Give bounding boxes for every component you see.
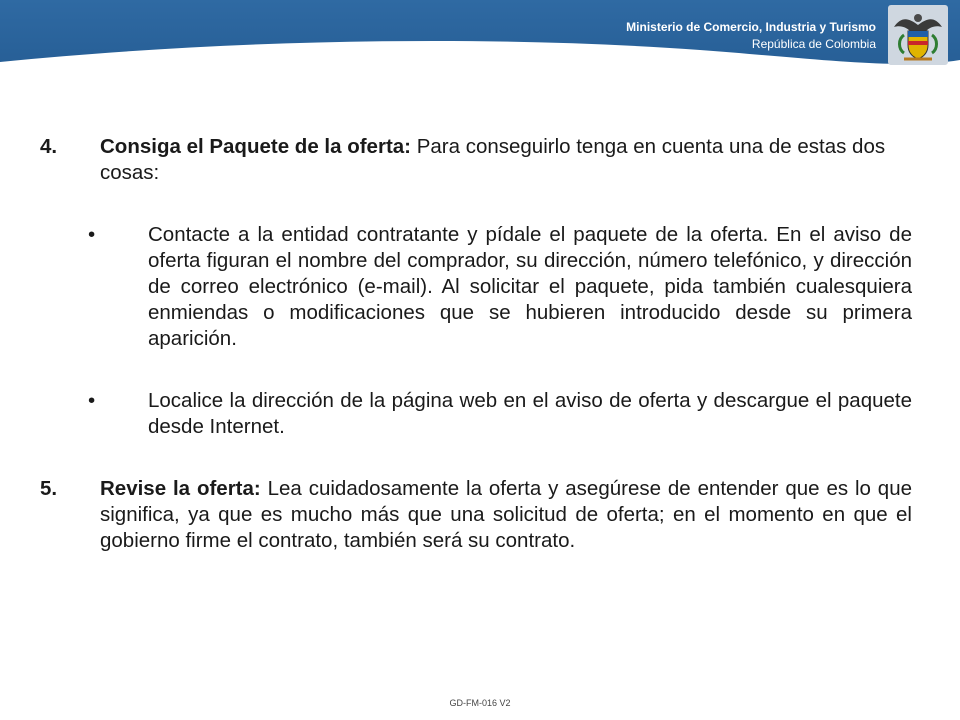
- item-4-title: Consiga el Paquete de la oferta:: [100, 135, 411, 158]
- ministry-info: [626, 19, 876, 53]
- bullet-symbol: •: [88, 223, 96, 246]
- list-item-5: [40, 476, 912, 554]
- country-name: República de Colombia: [751, 37, 876, 51]
- item-5-number: 5.: [40, 477, 58, 500]
- ministry-name: Ministerio de Comercio, Industria y Turismo: [626, 20, 876, 34]
- item-4-number: 4.: [40, 135, 58, 158]
- item-4-text: Para conseguirlo tenga en cuenta una de estas dos cosas:: [100, 135, 886, 184]
- item-5-text: Lea cuidadosamente la oferta y asegúrese de entender que es lo que significa, ya que es mucho más que una solicitud de oferta; en el momento en que el gobierno firme el contrato, también será su contrato.: [100, 477, 913, 552]
- emblem-container: [888, 5, 948, 65]
- list-item-4: [40, 134, 912, 186]
- bullet-item-1: [40, 222, 912, 352]
- bullet-symbol: •: [88, 389, 96, 412]
- bullet-2-text: Localice la dirección de la página web en el aviso de oferta y descargue el paquete desde Internet.: [148, 389, 912, 438]
- bullet-1-text: Contacte a la entidad contratante y pídale el paquete de la oferta. En el aviso de oferta figuran el nombre del comprador, su dirección, número telefónico, y dirección de correo electrónico (e-mail). Al solicitar el paquete, pida también cualesquiera enmiendas o modificaciones que se hubieren introducido desde su primera aparición.: [148, 223, 912, 350]
- header-banner: [0, 0, 960, 86]
- document-body: [40, 134, 912, 554]
- bullet-item-2: [40, 388, 912, 440]
- item-5-title: Revise la oferta:: [100, 477, 261, 500]
- footer-code: GD-FM-016 V2: [449, 698, 511, 708]
- coat-of-arms-icon: [888, 5, 948, 65]
